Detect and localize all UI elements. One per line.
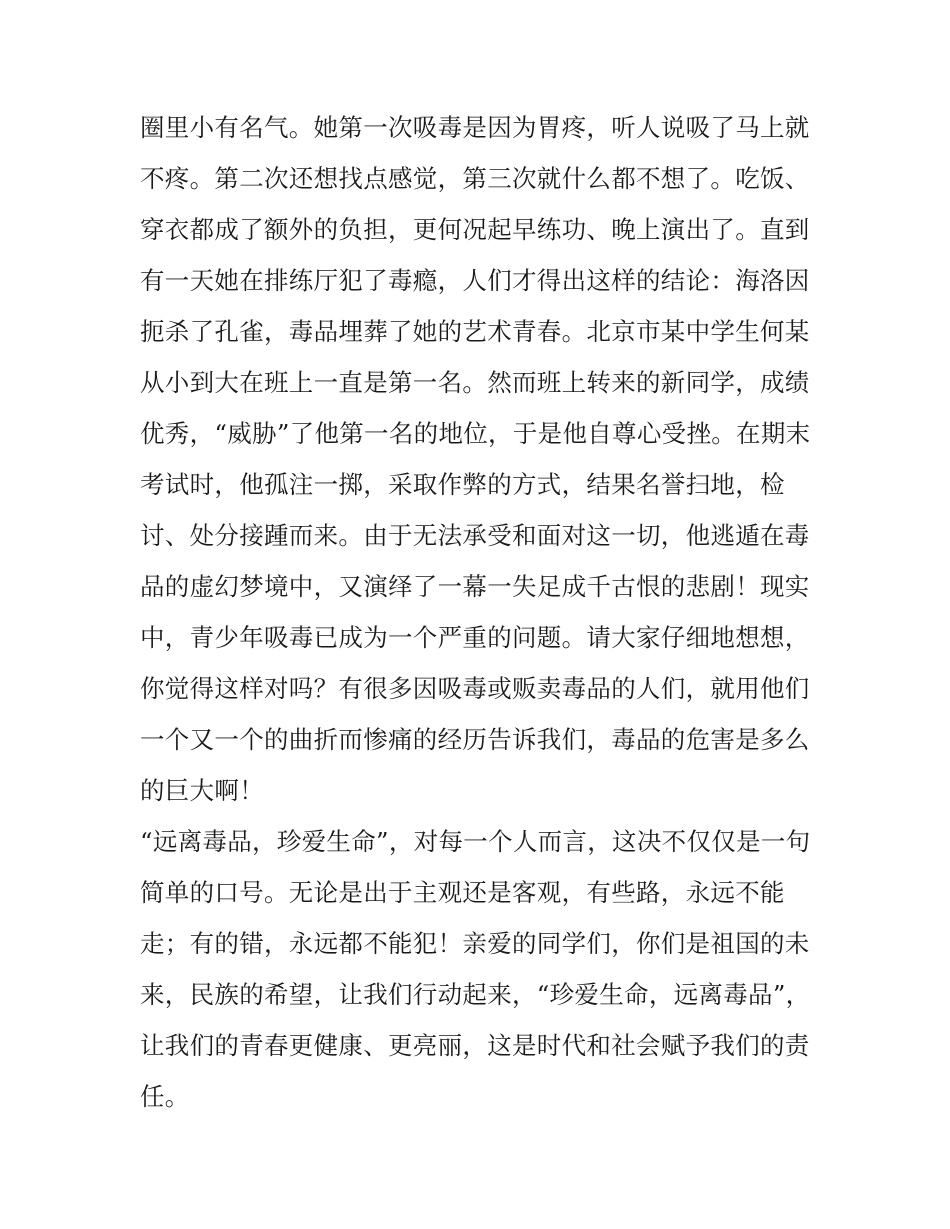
text-line: 来，民族的希望，让我们行动起来，“珍爱生命，远离毒品”， <box>140 980 811 1009</box>
text-line: 走；有的错，永远都不能犯！亲爱的同学们，你们是祖国的未 <box>140 929 810 958</box>
body-text <box>140 102 830 1122</box>
text-line: 让我们的青春更健康、更亮丽，这是时代和社会赋予我们的责 <box>140 1031 810 1060</box>
text-line: 圈里小有名气。她第一次吸毒是因为胃疼，听人说吸了马上就 <box>140 113 810 142</box>
text-line: 有一天她在排练厅犯了毒瘾，人们才得出这样的结论：海洛因 <box>140 266 810 295</box>
text-line: “远离毒品，珍爱生命”，对每一个人而言，这决不仅仅是一句 <box>140 827 811 856</box>
text-line: 考试时，他孤注一掷，采取作弊的方式，结果名誉扫地，检 <box>140 470 785 499</box>
text-line: 不疼。第二次还想找点感觉，第三次就什么都不想了。吃饭、 <box>140 164 810 193</box>
text-line: 从小到大在班上一直是第一名。然而班上转来的新同学，成绩 <box>140 368 810 397</box>
text-line: 你觉得这样对吗？有很多因吸毒或贩卖毒品的人们，就用他们 <box>140 674 810 703</box>
text-line: 穿衣都成了额外的负担，更何况起早练功、晚上演出了。直到 <box>140 215 810 244</box>
text-line: 品的虚幻梦境中，又演绎了一幕一失足成千古恨的悲剧！现实 <box>140 572 810 601</box>
text-line: 中，青少年吸毒已成为一个严重的问题。请大家仔细地想想， <box>140 623 810 652</box>
text-line: 优秀，“威胁”了他第一名的地位，于是他自尊心受挫。在期末 <box>140 419 811 448</box>
text-line: 的巨大啊！ <box>140 776 264 805</box>
text-line: 一个又一个的曲折而惨痛的经历告诉我们，毒品的危害是多么 <box>140 725 810 754</box>
text-line: 任。 <box>140 1082 190 1111</box>
text-line: 简单的口号。无论是出于主观还是客观，有些路，永远不能 <box>140 878 785 907</box>
text-line: 扼杀了孔雀，毒品埋葬了她的艺术青春。北京市某中学生何某 <box>140 317 810 346</box>
text-line: 讨、处分接踵而来。由于无法承受和面对这一切，他逃遁在毒 <box>140 521 810 550</box>
